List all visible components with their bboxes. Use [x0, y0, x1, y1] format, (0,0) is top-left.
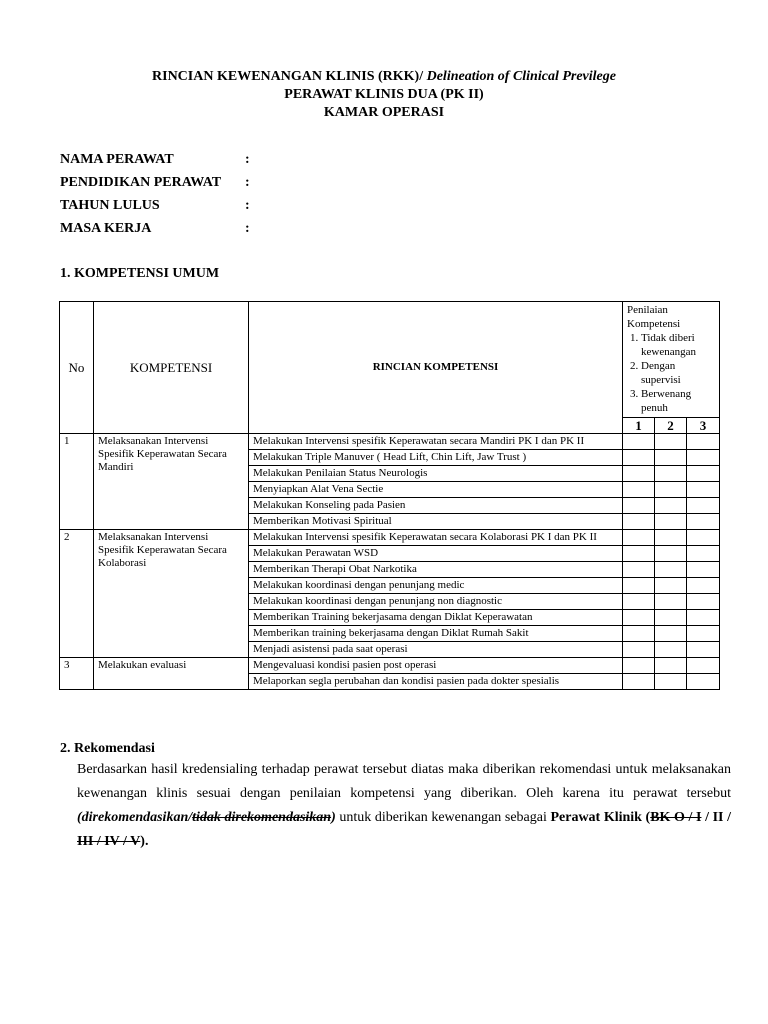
score-cell-2[interactable] [655, 466, 687, 482]
score-cell-3[interactable] [687, 514, 720, 530]
competency-detail: Memberikan Training bekerjasama dengan Diklat Keperawatan [249, 610, 623, 626]
competency-detail: Melaporkan segla perubahan dan kondisi pasien pada dokter spesialis [249, 674, 623, 690]
score-cell-1[interactable] [623, 546, 655, 562]
title-prefix: RINCIAN KEWENANGAN KLINIS (RKK)/ [152, 69, 427, 84]
penilaian-scale-item: 1. Tidak diberi kewenangan [641, 331, 715, 359]
competency-detail: Mengevaluasi kondisi pasien post operasi [249, 658, 623, 674]
competency-name: Melakukan evaluasi [94, 658, 249, 690]
score-cell-1[interactable] [623, 594, 655, 610]
score-cell-3[interactable] [687, 578, 720, 594]
score-cell-2[interactable] [655, 642, 687, 658]
field-colon: : [245, 198, 250, 213]
score-cell-1[interactable] [623, 530, 655, 546]
recommendation-text-2: untuk diberikan kewenangan sebagai [335, 810, 551, 825]
competency-detail: Melakukan Triple Manuver ( Head Lift, Chin Lift, Jaw Trust ) [249, 450, 623, 466]
score-cell-3[interactable] [687, 450, 720, 466]
row-number: 1 [60, 434, 94, 530]
competency-detail: Memberikan training bekerjasama dengan Diklat Rumah Sakit [249, 626, 623, 642]
section-heading-kompetensi-umum: 1. KOMPETENSI UMUM [60, 266, 220, 281]
competency-row [60, 658, 720, 674]
score-cell-1[interactable] [623, 482, 655, 498]
competency-detail: Menjadi asistensi pada saat operasi [249, 642, 623, 658]
competency-detail: Memberikan Motivasi Spiritual [249, 514, 623, 530]
row-number: 2 [60, 530, 94, 658]
score-cell-3[interactable] [687, 610, 720, 626]
score-cell-1[interactable] [623, 434, 655, 450]
competency-table [59, 301, 720, 690]
score-column-header: 2 [655, 418, 687, 434]
recommendation-text: Berdasarkan hasil kredensialing terhadap perawat tersebut diatas maka diberikan rekomendasi untuk melaksanakan kewenangan klinis sesuai dengan penilaian kompetensi yang diberikan. Oleh karena itu perawat tersebut [77, 762, 731, 801]
header-kompetensi: KOMPETENSI [94, 302, 249, 434]
competency-detail: Melakukan koordinasi dengan penunjang non diagnostic [249, 594, 623, 610]
competency-row [60, 530, 720, 546]
score-cell-1[interactable] [623, 610, 655, 626]
competency-name: Melaksanakan Intervensi Spesifik Keperawatan Secara Mandiri [94, 434, 249, 530]
score-cell-2[interactable] [655, 482, 687, 498]
score-cell-3[interactable] [687, 674, 720, 690]
header-rincian-kompetensi: RINCIAN KOMPETENSI [249, 302, 623, 434]
score-cell-3[interactable] [687, 466, 720, 482]
field-colon: : [245, 152, 250, 167]
score-column-header: 3 [687, 418, 720, 434]
score-cell-2[interactable] [655, 594, 687, 610]
field-label: TAHUN LULUS [60, 198, 160, 213]
row-number: 3 [60, 658, 94, 690]
level-close: ). [140, 834, 149, 849]
score-cell-2[interactable] [655, 578, 687, 594]
rek-close: ) [331, 810, 336, 825]
rek-open: (direkomendasikan/ [77, 810, 193, 825]
score-cell-1[interactable] [623, 450, 655, 466]
score-cell-3[interactable] [687, 626, 720, 642]
score-cell-3[interactable] [687, 562, 720, 578]
score-cell-3[interactable] [687, 546, 720, 562]
competency-row [60, 434, 720, 450]
score-cell-1[interactable] [623, 658, 655, 674]
score-cell-1[interactable] [623, 674, 655, 690]
score-cell-1[interactable] [623, 626, 655, 642]
score-cell-1[interactable] [623, 642, 655, 658]
section-heading-rekomendasi: 2. Rekomendasi [60, 741, 155, 756]
score-cell-2[interactable] [655, 610, 687, 626]
competency-detail: Melakukan Konseling pada Pasien [249, 498, 623, 514]
level-selected: / II / [701, 810, 731, 825]
score-cell-2[interactable] [655, 498, 687, 514]
competency-detail: Melakukan Penilaian Status Neurologis [249, 466, 623, 482]
penilaian-scale-item: 3. Berwenang penuh [641, 387, 715, 415]
score-cell-3[interactable] [687, 642, 720, 658]
competency-detail: Melakukan Perawatan WSD [249, 546, 623, 562]
field-label: PENDIDIKAN PERAWAT [60, 175, 222, 190]
field-tahun-lulus [60, 197, 250, 214]
score-cell-3[interactable] [687, 482, 720, 498]
field-colon: : [245, 221, 250, 236]
document-title-line-2: PERAWAT KLINIS DUA (PK II) [284, 87, 484, 102]
rek-struck-option: tidak direkomendasikan [192, 810, 332, 825]
score-cell-1[interactable] [623, 514, 655, 530]
score-column-header: 1 [623, 418, 655, 434]
field-label: NAMA PERAWAT [60, 152, 174, 167]
competency-name: Melaksanakan Intervensi Spesifik Keperawatan Secara Kolaborasi [94, 530, 249, 658]
penilaian-title: Penilaian Kompetensi [627, 304, 681, 330]
competency-detail: Melakukan koordinasi dengan penunjang medic [249, 578, 623, 594]
score-cell-2[interactable] [655, 530, 687, 546]
competency-table-body [60, 434, 720, 690]
score-cell-2[interactable] [655, 626, 687, 642]
competency-detail: Memberikan Therapi Obat Narkotika [249, 562, 623, 578]
score-cell-1[interactable] [623, 466, 655, 482]
field-masa-kerja [60, 220, 250, 237]
score-cell-2[interactable] [655, 546, 687, 562]
competency-detail: Melakukan Intervensi spesifik Keperawatan secara Mandiri PK I dan PK II [249, 434, 623, 450]
competency-detail: Melakukan Intervensi spesifik Keperawatan secara Kolaborasi PK I dan PK II [249, 530, 623, 546]
score-cell-2[interactable] [655, 514, 687, 530]
score-cell-3[interactable] [687, 434, 720, 450]
document-title-line-3: KAMAR OPERASI [323, 105, 445, 120]
score-cell-2[interactable] [655, 562, 687, 578]
penilaian-scale-item: 2. Dengan supervisi [641, 359, 715, 387]
header-penilaian-kompetensi [623, 302, 720, 418]
score-cell-2[interactable] [655, 434, 687, 450]
document-title-line-1 [0, 68, 768, 85]
score-cell-3[interactable] [687, 658, 720, 674]
title-italic: Delineation of Clinical Previlege [426, 69, 616, 84]
score-cell-2[interactable] [655, 674, 687, 690]
score-cell-1[interactable] [623, 578, 655, 594]
score-cell-3[interactable] [687, 498, 720, 514]
score-cell-1[interactable] [623, 498, 655, 514]
field-pendidikan-perawat [60, 174, 250, 191]
score-cell-2[interactable] [655, 450, 687, 466]
competency-detail: Menyiapkan Alat Vena Sectie [249, 482, 623, 498]
header-no: No [60, 302, 94, 434]
score-cell-2[interactable] [655, 658, 687, 674]
level-label: Perawat Klinik ( [550, 810, 651, 825]
recommendation-paragraph [77, 758, 731, 854]
score-cell-3[interactable] [687, 530, 720, 546]
score-cell-1[interactable] [623, 562, 655, 578]
field-nama-perawat [60, 151, 250, 168]
level-struck-iii: III / IV / V [77, 834, 141, 849]
field-colon: : [245, 175, 250, 190]
score-cell-3[interactable] [687, 594, 720, 610]
level-struck-bk: BK O / I [650, 810, 702, 825]
field-label: MASA KERJA [60, 221, 152, 236]
penilaian-scale-list [627, 331, 715, 415]
